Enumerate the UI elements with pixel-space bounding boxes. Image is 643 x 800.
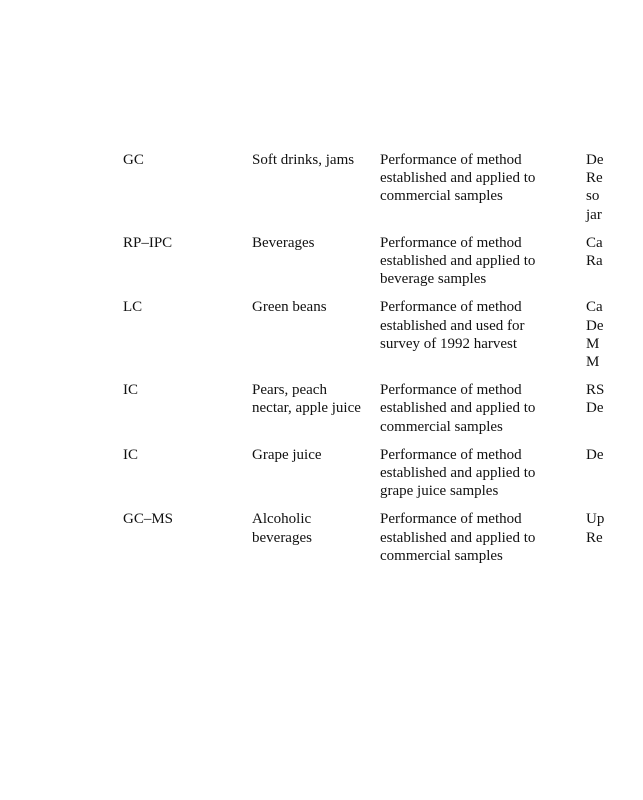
matrix-text: Alcoholic	[252, 511, 312, 528]
matrix-text: Green beans	[252, 299, 327, 316]
reference-text: De	[586, 152, 604, 168]
result-text: established and applied to	[380, 253, 536, 270]
result-text: commercial samples	[380, 418, 503, 435]
table-row	[123, 446, 643, 511]
reference-cell	[586, 446, 643, 511]
reference-text: so	[586, 188, 600, 205]
result-text: commercial samples	[380, 547, 503, 564]
result-text: established and applied to	[380, 400, 536, 417]
table-row	[123, 234, 643, 299]
result-text: Performance of method	[380, 511, 522, 528]
result-text: survey of 1992 harvest	[380, 335, 518, 352]
technique-text: LC	[123, 299, 143, 316]
technique-cell	[123, 234, 252, 299]
reference-cell	[586, 510, 643, 575]
matrix-cell	[252, 381, 380, 446]
reference-text: Re	[586, 529, 603, 546]
matrix-cell	[252, 151, 380, 234]
technique-text: IC	[123, 382, 138, 399]
result-text: established and used for	[380, 317, 525, 334]
table-row	[123, 510, 643, 575]
result-cell	[380, 381, 586, 446]
result-text: commercial samples	[380, 188, 503, 205]
reference-text: De	[586, 400, 604, 417]
result-cell	[380, 510, 586, 575]
result-cell	[380, 234, 586, 299]
technique-cell	[123, 510, 252, 575]
result-text: Performance of method	[380, 382, 522, 399]
result-text: established and applied to	[380, 170, 536, 187]
matrix-text: Grape juice	[252, 446, 322, 463]
result-cell	[380, 151, 586, 234]
reference-text: M	[586, 354, 600, 371]
reference-text: De	[586, 317, 604, 334]
result-cell	[380, 298, 586, 381]
matrix-text: nectar, apple juice	[252, 400, 361, 417]
reference-cell	[586, 298, 643, 381]
table-row	[123, 381, 643, 446]
result-text: established and applied to	[380, 529, 536, 546]
methods-table	[123, 151, 643, 575]
matrix-text: Pears, peach	[252, 382, 327, 399]
matrix-text: Soft drinks, jams	[252, 152, 355, 168]
reference-text: Up	[586, 511, 605, 528]
table-row	[123, 151, 643, 234]
reference-text: jar	[586, 206, 602, 223]
result-text: established and applied to	[380, 465, 536, 482]
matrix-text: Beverages	[252, 234, 315, 251]
matrix-cell	[252, 510, 380, 575]
matrix-cell	[252, 446, 380, 511]
reference-text: M	[586, 335, 600, 352]
result-text: Performance of method	[380, 299, 522, 316]
reference-text: Ca	[586, 299, 603, 316]
reference-text: RS	[586, 382, 605, 399]
result-text: Performance of method	[380, 234, 522, 251]
reference-text: Ra	[586, 253, 603, 270]
table-row	[123, 298, 643, 381]
matrix-cell	[252, 298, 380, 381]
reference-cell	[586, 151, 643, 234]
matrix-text: beverages	[252, 529, 312, 546]
technique-cell	[123, 298, 252, 381]
result-cell	[380, 446, 586, 511]
technique-text: GC–MS	[123, 511, 174, 528]
methods-table-body	[123, 151, 643, 575]
technique-text: RP–IPC	[123, 234, 173, 251]
technique-cell	[123, 446, 252, 511]
reference-cell	[586, 234, 643, 299]
reference-text: Re	[586, 170, 603, 187]
technique-cell	[123, 151, 252, 234]
reference-cell	[586, 381, 643, 446]
technique-text: GC	[123, 152, 144, 168]
result-text: grape juice samples	[380, 483, 499, 500]
matrix-cell	[252, 234, 380, 299]
technique-text: IC	[123, 446, 138, 463]
technique-cell	[123, 381, 252, 446]
result-text: beverage samples	[380, 271, 487, 288]
result-text: Performance of method	[380, 152, 522, 168]
result-text: Performance of method	[380, 446, 522, 463]
reference-text: De	[586, 446, 604, 463]
reference-text: Ca	[586, 234, 603, 251]
